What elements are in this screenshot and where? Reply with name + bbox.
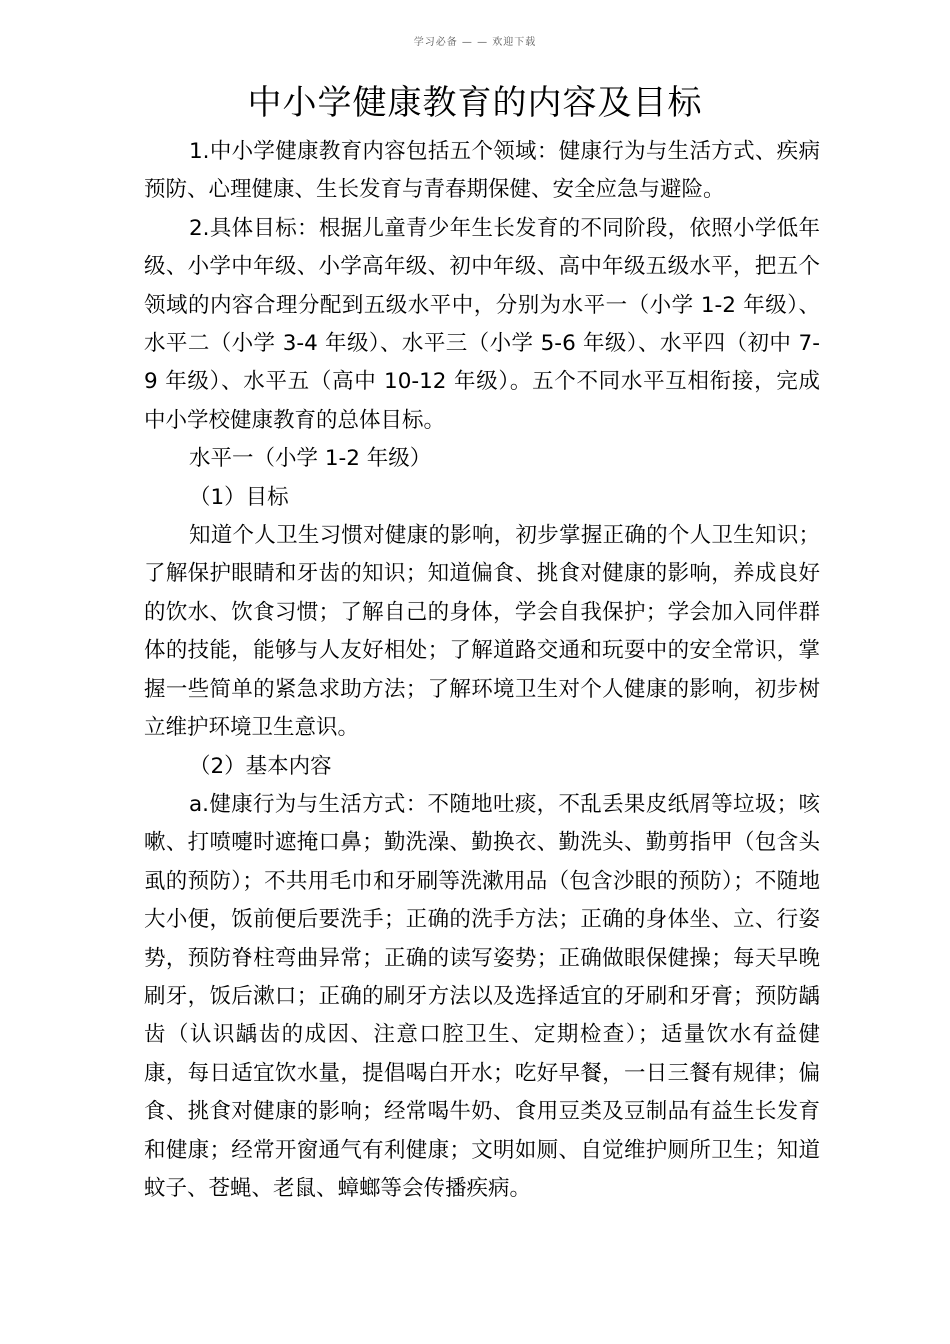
page-header: 学习必备 — — 欢迎下载 (413, 37, 537, 48)
paragraph-health-behavior: a.健康行为与生活方式：不随地吐痰，不乱丢果皮纸屑等垃圾；咳嗽、打喷嚏时遮掩口鼻；勤洗澡、勤换衣、勤洗头、勤剪指甲（包含头虱的预防）；不共用毛巾和牙刷等洗漱用品（包含沙眼的预防）；不随地大小便，饭前便后要洗手；正确的洗手方法；正确的身体坐、立、行姿势，预防脊柱弯曲异常；正确的读写姿势；正确做眼保健操；每天早晚刷牙，饭后漱口；正确的刷牙方法以及选择适宜的牙刷和牙膏；预防龋齿（认识龋齿的成因、注意口腔卫生、定期检查）；适量饮水有益健康，每日适宜饮水量，提倡喝白开水；吃好早餐，一日三餐有规律；偏食、挑食对健康的影响；经常喝牛奶、食用豆类及豆制品有益生长发育和健康；经常开窗通气有利健康；文明如厕、自觉维护厕所卫生；知道蚊子、苍蝇、老鼠、蟑螂等会传播疾病。 (144, 791, 820, 1201)
subsection-heading-basic-content: （2）基本内容 (189, 753, 332, 779)
paragraph-specific-goals: 2.具体目标：根据儿童青少年生长发育的不同阶段，依照小学低年级、小学中年级、小学高年级、初中年级、高中年级五级水平，把五个领域的内容合理分配到五级水平中，分别为水平一（小学 1-2 年级）、水平二（小学 3-4 年级）、水平三（小学 5-6 年级）、水平四（初中 7-9 年级）、水平五（高中 10-12 年级）。五个不同水平互相衔接，完成中小学校健康教育的总体目标。 (144, 215, 820, 433)
document-body (144, 133, 820, 1208)
section-heading-level-one: 水平一（小学 1-2 年级） (189, 446, 432, 472)
document-title: 中小学健康教育的内容及目标 (247, 83, 703, 123)
paragraph-goals-detail: 知道个人卫生习惯对健康的影响，初步掌握正确的个人卫生知识；了解保护眼睛和牙齿的知识；知道偏食、挑食对健康的影响，养成良好的饮水、饮食习惯；了解自己的身体，学会自我保护；学会加入同伴群体的技能，能够与人友好相处；了解道路交通和玩耍中的安全常识，掌握一些简单的紧急求助方法；了解环境卫生对个人健康的影响，初步树立维护环境卫生意识。 (144, 523, 820, 741)
subsection-heading-goals: （1）目标 (189, 484, 289, 510)
paragraph-domains: 1.中小学健康教育内容包括五个领域：健康行为与生活方式、疾病预防、心理健康、生长发育与青春期保健、安全应急与避险。 (144, 139, 820, 203)
